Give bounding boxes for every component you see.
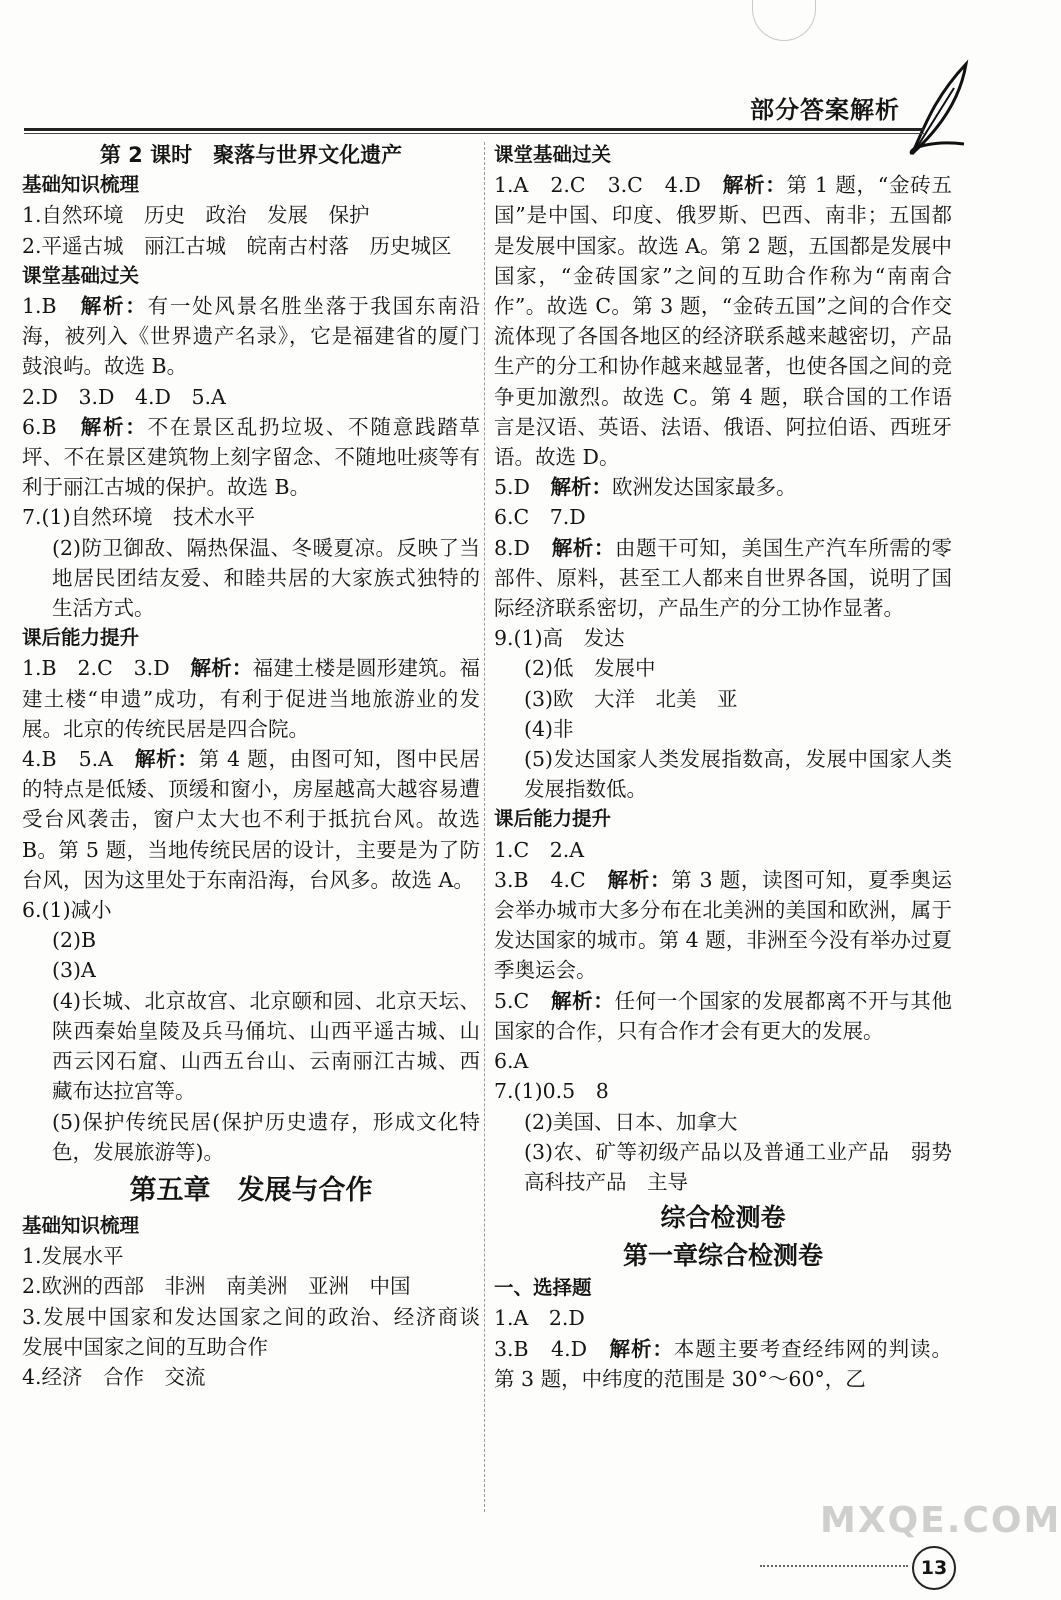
answer-number: 1.A 2.C 3.C 4.D [494, 173, 701, 198]
analysis-text: 由题干可知，美国生产汽车所需的零部件、原料，甚至工人都来自世界各国，说明了国际经济联系密切，产品生产的分工协作显著。 [494, 535, 953, 621]
answer-item: 6.C 7.D [494, 505, 586, 530]
answer-item: 6.(1)减小 [22, 898, 112, 923]
answer-item: 1.C 2.A [494, 837, 585, 862]
section-heading: 基础知识梳理 [22, 173, 140, 197]
watermark: MXQE.COM [820, 1500, 1061, 1541]
answer-item: (4)长城、北京故宫、北京颐和园、北京天坛、陕西秦始皇陵及兵马俑坑、山西平遥古城、山西云冈石窟、山西五台山、云南丽江古城、西藏布达拉宫等。 [52, 988, 480, 1104]
page-number: 13 [912, 1546, 956, 1590]
analysis-text: 任何一个国家的发展都离不开与其他国家的合作，只有合作才会有更大的发展。 [494, 988, 953, 1043]
answer-item: (3)A [52, 958, 96, 983]
analysis-label: 解析： [80, 414, 148, 439]
test-title: 综合检测卷 [660, 1203, 786, 1233]
answer-item: (4)非 [524, 716, 574, 741]
answer-item: 1.自然环境 历史 政治 发展 保护 [22, 203, 370, 228]
answer-item: (3)欧 大洋 北美 亚 [524, 686, 738, 711]
answer-number: 5.C [494, 988, 530, 1013]
analysis-label: 解析： [134, 747, 199, 772]
answer-item: (2)防卫御敌、隔热保温、冬暖夏凉。反映了当地居民团结友爱、和睦共居的大家族式独特的生活方式。 [52, 535, 480, 621]
answer-item [494, 865, 952, 986]
answer-item: 6.A [494, 1049, 529, 1074]
answer-number: 5.D [494, 475, 530, 500]
header-title: 部分答案解析 [750, 96, 900, 124]
section-heading: 课堂基础过关 [494, 143, 612, 166]
answer-item: (2)低 发展中 [524, 656, 656, 681]
analysis-label: 解析： [609, 1336, 674, 1361]
answer-item: (5)保护传统民居(保护历史遗存，形成文化特色，发展旅游等)。 [52, 1109, 480, 1164]
analysis-label: 解析： [190, 656, 253, 681]
answer-item: 9.(1)高 发达 [494, 626, 625, 651]
answer-number: 4.B 5.A [22, 747, 113, 772]
analysis-text: 第 4 题，由图可知，图中民居的特点是低矮、顶缓和窗小，房屋越高大越容易遭受台风袭击，窗户太大也不利于抵抗台风。故选 B。第 5 题，当地传统民居的设计，主要是为了防台风，因为这里处于东南沿海，台风多。故选 A。 [22, 747, 481, 892]
section-heading: 基础知识梳理 [22, 1213, 140, 1237]
answer-item: (2)B [52, 928, 97, 953]
answer-item [22, 653, 480, 744]
answer-number: 8.D [494, 535, 530, 560]
analysis-label: 解析： [80, 294, 148, 319]
answer-item: 1.发展水平 [22, 1244, 124, 1269]
answer-item [494, 986, 952, 1046]
answer-item [22, 744, 480, 895]
section-heading: 课后能力提升 [22, 626, 140, 650]
answer-item: (5)发达国家人类发展指数高，发展中国家人类发展指数低。 [524, 747, 952, 802]
answer-item: 2.欧洲的西部 非洲 南美洲 亚洲 中国 [22, 1274, 411, 1299]
analysis-text: 第 1 题，“金砖五国”是中国、印度、俄罗斯、巴西、南非；五国都是发展中国家。故选 A。第 2 题，五国都是发展中国家，“金砖国家”之间的互助合作称为“南南合作”。故选 C。第 3 题，“金砖五国”之间的合作交流体现了各国各地区的经济联系越来越密切，产品生产的分工和协作越来越显著，也使各国之间的竞争更加激烈。故选 C。第 4 题，联合国的工作语言是汉语、英语、法语、俄语、阿拉伯语、西班牙语。故选 D。 [494, 173, 952, 470]
answer-item: 7.(1)0.5 8 [494, 1079, 609, 1104]
header-rule-thin [24, 133, 924, 134]
right-column [494, 140, 973, 1394]
answer-item [494, 472, 952, 502]
answer-item [494, 1334, 952, 1394]
answer-number: 3.B 4.D [494, 1336, 588, 1361]
answer-number: 1.B 2.C 3.D [22, 656, 170, 681]
section-heading: 课后能力提升 [494, 807, 612, 831]
analysis-label: 解析： [551, 535, 616, 560]
answer-item: (3)农、矿等初级产品以及普通工业产品 弱势 高科技产品 主导 [524, 1139, 973, 1194]
answer-item [494, 533, 952, 624]
left-column [22, 140, 501, 1392]
lesson-title: 第 2 课时 聚落与世界文化遗产 [99, 143, 403, 167]
section-heading: 一、选择题 [494, 1276, 592, 1300]
analysis-text: 本题主要考查经纬网的判读。第 3 题，中纬度的范围是 30°～60°，乙 [494, 1336, 953, 1391]
answer-item [22, 291, 480, 382]
analysis-label: 解析： [722, 173, 787, 198]
answer-item: (2)美国、日本、加拿大 [524, 1109, 738, 1134]
answer-item: 2.D 3.D 4.D 5.A [22, 384, 226, 409]
analysis-label: 解析： [607, 867, 672, 892]
answer-item [494, 170, 952, 472]
answer-item: 1.A 2.D [494, 1306, 585, 1331]
test-subtitle: 第一章综合检测卷 [622, 1241, 823, 1271]
analysis-text: 有一处风景名胜坐落于我国东南沿海，被列入《世界遗产名录》，它是福建省的厦门鼓浪屿。故选 B。 [22, 294, 481, 379]
header-rule [24, 128, 924, 131]
analysis-label: 解析： [551, 988, 615, 1013]
analysis-text: 第 3 题，读图可知，夏季奥运会举办城市大多分布在北美洲的美国和欧洲，属于发达国家的城市。第 4 题，非洲至今没有举办过夏季奥运会。 [494, 867, 953, 983]
answer-number: 1.B [22, 294, 57, 319]
answer-item: 7.(1)自然环境 技术水平 [22, 505, 256, 530]
analysis-label: 解析： [550, 475, 612, 500]
answer-item: 4.经济 合作 交流 [22, 1364, 206, 1389]
answer-item: 2.平遥古城 丽江古城 皖南古村落 历史城区 [22, 233, 452, 258]
answer-item [22, 412, 480, 503]
analysis-text: 福建土楼是圆形建筑。福建土楼“申遗”成功，有利于促进当地旅游业的发展。北京的传统民居是四合院。 [22, 656, 481, 741]
answer-item: 3.发展中国家和发达国家之间的政治、经济商谈 发展中国家之间的互助合作 [22, 1304, 501, 1359]
section-heading: 课堂基础过关 [22, 263, 140, 287]
chapter-title: 第五章 发展与合作 [129, 1174, 373, 1206]
answer-number: 6.B [22, 414, 57, 439]
answer-number: 3.B 4.C [494, 867, 586, 892]
analysis-text: 欧洲发达国家最多。 [612, 475, 797, 500]
stamp-seal [752, 0, 816, 41]
analysis-text: 不在景区乱扔垃圾、不随意践踏草坪、不在景区建筑物上刻字留念、不随地吐痰等有利于丽江古城的保护。故选 B。 [22, 414, 481, 500]
footer-dotted-line [760, 1565, 908, 1567]
